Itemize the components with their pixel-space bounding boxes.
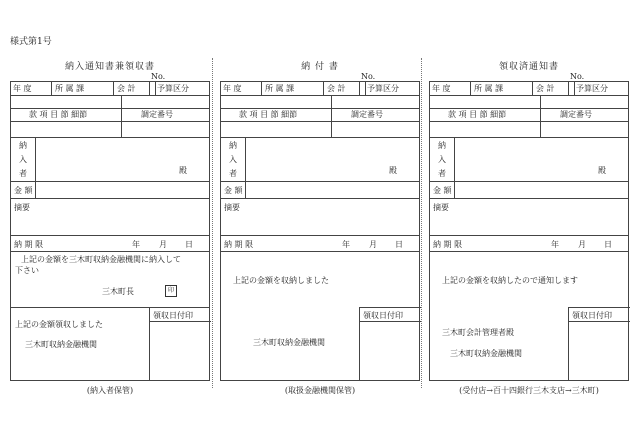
assessment-number-label: 調定番号 [560, 110, 592, 119]
receipt-stamp-label: 領収日付印 [363, 311, 403, 320]
budget-category-label: 予算区分 [157, 84, 189, 93]
honorific: 殿 [389, 166, 397, 175]
section-title: 納 付 書 [301, 62, 339, 72]
accounting-label: 会 計 [536, 84, 555, 93]
received-line: 上記の金額を収納しました [233, 276, 329, 285]
deadline-day: 日 [604, 240, 612, 249]
deadline-year: 年 [551, 240, 559, 249]
summary-label: 摘要 [433, 203, 449, 212]
deadline-label: 納 期 限 [433, 240, 463, 249]
deadline-year: 年 [342, 240, 350, 249]
notice-line-2: 下さい [15, 266, 39, 275]
perforation-line-2 [421, 58, 422, 388]
section-receipt-notice [429, 55, 629, 395]
honorific: 殿 [179, 166, 187, 175]
budget-category-label: 予算区分 [576, 84, 608, 93]
department-label: 所 属 課 [265, 84, 295, 93]
account-items-label: 款 項 目 節 細節 [29, 110, 88, 119]
accounting-manager: 三木町会計管理者殿 [442, 328, 514, 337]
payer-label: 納 入 者 [438, 141, 446, 178]
account-items-label: 款 項 目 節 細節 [239, 110, 298, 119]
summary-label: 摘要 [224, 203, 240, 212]
receipt-stamp-label: 領収日付印 [153, 311, 193, 320]
deadline-label: 納 期 限 [14, 240, 44, 249]
bank-name: 三木町収納金融機関 [450, 349, 522, 358]
section-footer: (納入者保管) [86, 386, 134, 395]
year-label: 年 度 [432, 84, 451, 93]
accounting-label: 会 計 [327, 84, 346, 93]
payer-label: 納 入 者 [229, 141, 237, 178]
year-label: 年 度 [13, 84, 32, 93]
signer: 三木町長 [102, 287, 134, 296]
number-label: No. [361, 72, 376, 81]
deadline-month: 月 [578, 240, 586, 249]
form-grid [220, 81, 420, 381]
department-label: 所 属 課 [55, 84, 85, 93]
form-grid [429, 81, 629, 381]
section-payment-slip [220, 55, 420, 395]
receipt-line-1: 上記の金額領収しました [15, 320, 103, 329]
deadline-label: 納 期 限 [224, 240, 254, 249]
deadline-day: 日 [185, 240, 193, 249]
deadline-month: 月 [369, 240, 377, 249]
department-label: 所 属 課 [474, 84, 504, 93]
section-footer: (受付店→百十四銀行三木支店→三木町) [459, 386, 599, 395]
amount-label: 金 額 [433, 186, 452, 195]
deadline-year: 年 [132, 240, 140, 249]
form-number: 様式第1号 [10, 37, 52, 47]
number-label: No. [570, 72, 585, 81]
number-label: No. [151, 72, 166, 81]
summary-label: 摘要 [14, 203, 30, 212]
receipt-stamp-label: 領収日付印 [572, 311, 612, 320]
section-footer: (取扱金融機関保管) [284, 386, 356, 395]
perforation-line-1 [212, 58, 213, 388]
section-title: 領収済通知書 [498, 62, 559, 72]
seal-mark: 印 [165, 285, 177, 297]
section-title: 納入通知書兼領収書 [64, 62, 155, 72]
accounting-label: 会 計 [117, 84, 136, 93]
bank-name: 三木町収納金融機関 [253, 338, 325, 347]
account-items-label: 款 項 目 節 細節 [448, 110, 507, 119]
receipt-line-2: 三木町収納金融機関 [25, 340, 97, 349]
assessment-number-label: 調定番号 [141, 110, 173, 119]
section-payment-notice-receipt [10, 55, 210, 395]
deadline-day: 日 [395, 240, 403, 249]
notified-line: 上記の金額を収納したので通知します [442, 276, 578, 285]
year-label: 年 度 [223, 84, 242, 93]
deadline-month: 月 [159, 240, 167, 249]
amount-label: 金 額 [224, 186, 243, 195]
form-grid [10, 81, 210, 381]
budget-category-label: 予算区分 [367, 84, 399, 93]
payer-label: 納 入 者 [19, 141, 27, 178]
notice-line-1: 上記の金額を三木町収納金融機関に納入して [21, 255, 181, 264]
amount-label: 金 額 [14, 186, 33, 195]
assessment-number-label: 調定番号 [351, 110, 383, 119]
honorific: 殿 [598, 166, 606, 175]
